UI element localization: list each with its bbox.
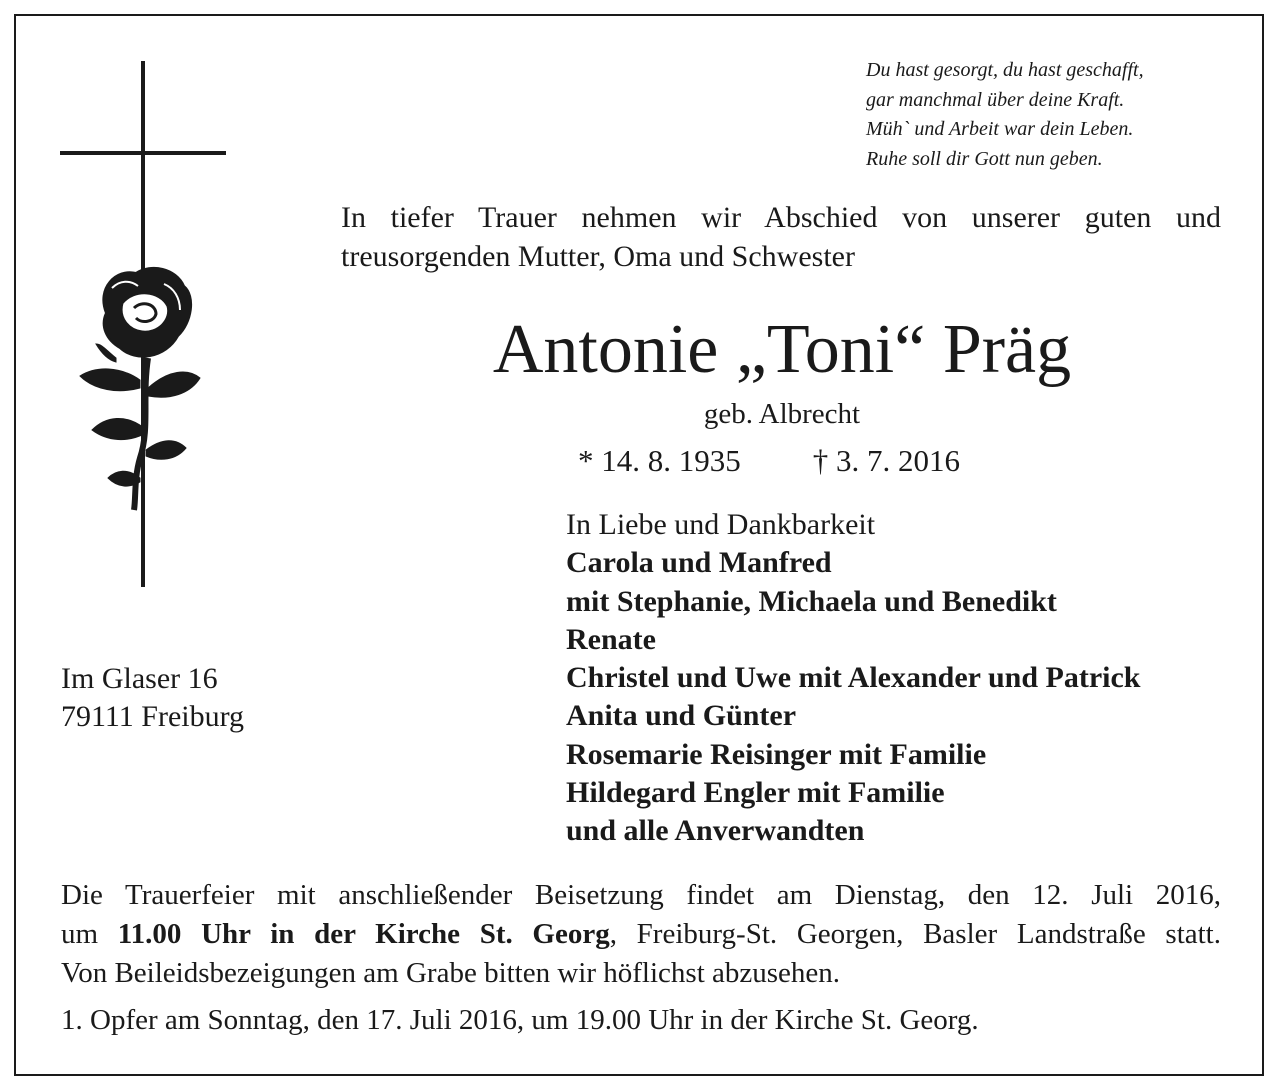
mourners-lead: In Liebe und Dankbarkeit — [566, 508, 876, 541]
memorial-mass: 1. Opfer am Sonntag, den 17. Juli 2016, um 19.00 Uhr in der Kirche St. Georg. — [61, 1004, 979, 1036]
mourner-name: und alle Anverwandten — [566, 814, 865, 848]
family-address — [61, 660, 244, 737]
intro-text — [341, 198, 1221, 276]
mourner-name: Carola und Manfred — [566, 546, 832, 580]
deceased-name: Antonie „Toni“ Präg — [492, 311, 1072, 388]
intro-line-2: treusorgenden Mutter, Oma und Schwester — [341, 240, 855, 273]
death-date: † 3. 7. 2016 — [812, 443, 960, 478]
life-dates — [578, 441, 960, 481]
ceremony-time-place: 11.00 Uhr in der Kirche St. Georg — [117, 918, 610, 950]
ceremony-info — [61, 876, 1221, 993]
poem-line: gar manchmal über deine Kraft. — [866, 88, 1125, 111]
mourner-name: Hildegard Engler mit Familie — [566, 776, 945, 810]
address-street: Im Glaser 16 — [61, 662, 218, 695]
intro-line-1: In tiefer Trauer nehmen wir Abschied von unserer guten und — [341, 201, 1221, 234]
poem-line: Ruhe soll dir Gott nun geben. — [866, 147, 1103, 170]
mourner-name: Rosemarie Reisinger mit Familie — [566, 737, 987, 771]
ceremony-line-2 — [61, 915, 1221, 954]
ceremony-line-1: Die Trauerfeier mit anschließender Beisetzung findet am Dienstag, den 12. Juli 2016, — [61, 879, 1221, 911]
poem — [866, 56, 1144, 174]
ceremony-line-2-prefix: um — [61, 918, 118, 950]
poem-line: Du hast gesorgt, du hast geschafft, — [866, 59, 1144, 81]
mourner-name: Anita und Günter — [566, 699, 797, 733]
birth-date: * 14. 8. 1935 — [578, 443, 741, 478]
mourner-name: Renate — [566, 622, 656, 656]
mourner-name: Christel und Uwe mit Alexander und Patrick — [566, 661, 1141, 695]
maiden-name: geb. Albrecht — [703, 398, 861, 430]
ceremony-line-3: Von Beileidsbezeigungen am Grabe bitten wir höflichst abzusehen. — [61, 957, 841, 989]
poem-line: Müh` und Arbeit war dein Leben. — [866, 118, 1134, 140]
ceremony-line-2-suffix: , Freiburg-St. Georgen, Basler Landstraße statt. — [609, 918, 1221, 950]
address-city: 79111 Freiburg — [61, 700, 245, 734]
mourner-name: mit Stephanie, Michaela und Benedikt — [566, 584, 1057, 618]
mourners-list — [566, 506, 1140, 851]
